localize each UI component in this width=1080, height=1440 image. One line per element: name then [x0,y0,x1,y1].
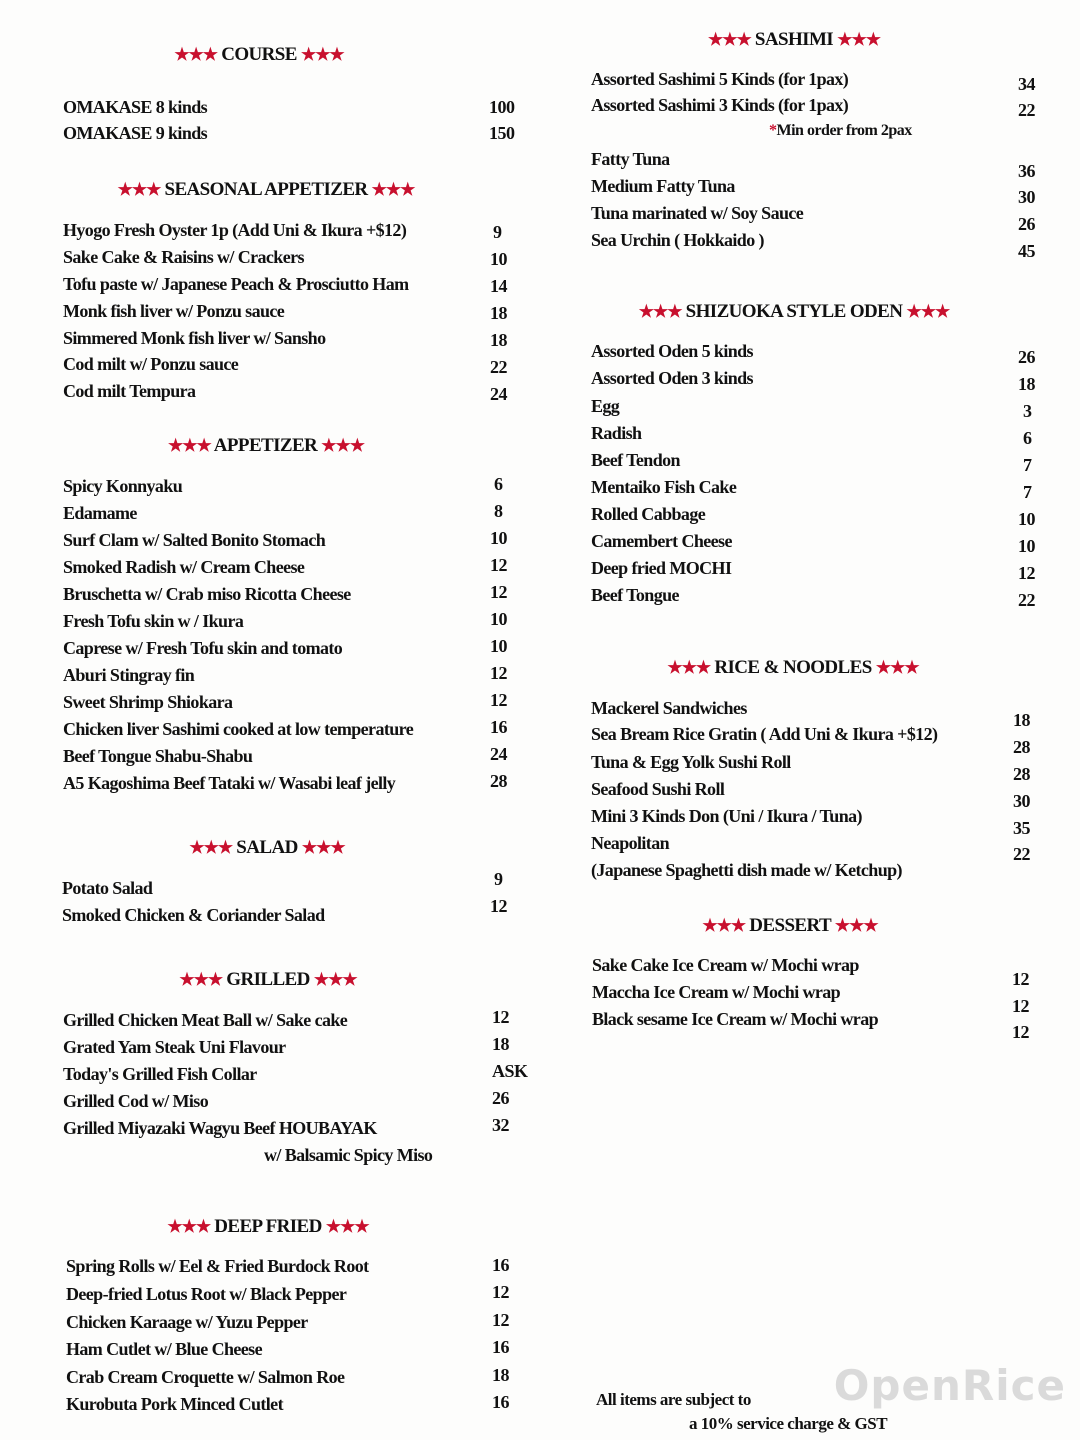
stars-icon: ★★★ [117,180,161,199]
menu-item-continued: w/ Balsamic Spicy Miso [264,1145,433,1165]
menu-item: Monk fish liver w/ Ponzu sauce [63,301,285,321]
menu-price: 28 [1013,737,1030,757]
stars-icon: ★★★ [300,45,344,64]
stars-icon: ★★★ [301,838,345,857]
menu-item: Caprese w/ Fresh Tofu skin and tomato [63,638,343,658]
seasonal-appetizer-heading [118,179,415,201]
menu-price: 22 [1013,844,1030,864]
stars-icon: ★★★ [702,916,746,935]
stars-icon: ★★★ [179,970,223,989]
menu-item: Smoked Chicken & Coriander Salad [62,905,325,925]
menu-price: 7 [1023,482,1032,502]
menu-price: 16 [490,717,507,737]
menu-item: Tuna & Egg Yolk Sushi Roll [591,752,791,772]
menu-item: Grilled Cod w/ Miso [63,1091,209,1111]
menu-item: Deep fried MOCHI [591,558,732,578]
min-order-note [769,122,912,140]
menu-item: Assorted Sashimi 3 Kinds (for 1pax) [591,95,849,115]
menu-item: Grilled Chicken Meat Ball w/ Sake cake [63,1010,348,1030]
menu-item: Beef Tendon [591,450,680,470]
menu-price: 22 [490,357,507,377]
stars-icon: ★★★ [834,916,878,935]
menu-price: 16 [492,1337,509,1357]
menu-price: 30 [1013,791,1030,811]
menu-price: 12 [1012,996,1029,1016]
menu-price: 9 [493,222,502,242]
menu-item: Chicken Karaage w/ Yuzu Pepper [66,1312,308,1332]
menu-item: Potato Salad [62,878,153,898]
sashimi-title: SASHIMI [754,29,834,50]
menu-price: 10 [490,609,507,629]
menu-item: A5 Kagoshima Beef Tataki w/ Wasabi leaf jelly [63,773,396,793]
menu-item: Grilled Miyazaki Wagyu Beef HOUBAYAK [63,1118,377,1138]
menu-price: 6 [494,474,503,494]
menu-price: 34 [1018,74,1035,94]
menu-item: Sake Cake & Raisins w/ Crackers [63,247,304,267]
stars-icon: ★★★ [325,1217,369,1236]
menu-price: 16 [492,1255,509,1275]
menu-item: Cod milt w/ Ponzu sauce [63,354,239,374]
menu-item: Radish [591,423,642,443]
rice-noodles-title: RICE & NOODLES [714,657,872,678]
menu-item: Egg [591,396,620,416]
rice-noodles-heading [667,657,918,679]
menu-item: Mentaiko Fish Cake [591,477,737,497]
menu-price: 10 [1018,536,1035,556]
stars-icon: ★★★ [189,838,233,857]
menu-item: Aburi Stingray fin [63,665,195,685]
service-charge-note-line1: All items are subject to [596,1390,751,1409]
menu-item: Chicken liver Sashimi cooked at low temperature [63,719,414,739]
menu-price: 12 [492,1310,509,1330]
menu-price: 12 [1018,563,1035,583]
stars-icon: ★★★ [167,1217,211,1236]
menu-price: 26 [1018,347,1035,367]
menu-price: 18 [490,303,507,323]
menu-price: 7 [1023,455,1032,475]
stars-icon: ★★★ [837,30,880,49]
menu-item: Today's Grilled Fish Collar [63,1064,257,1084]
deep-fried-title: DEEP FRIED [214,1216,322,1237]
stars-icon: ★★★ [708,30,751,49]
oden-heading [639,301,949,323]
menu-price: 12 [492,1282,509,1302]
seasonal-title: SEASONAL APPETIZER [164,179,368,200]
menu-item: Spicy Konnyaku [63,476,183,496]
menu-price: 3 [1023,401,1032,421]
oden-title: SHIZUOKA STYLE ODEN [685,301,903,322]
menu-price: 22 [1018,100,1035,120]
menu-item: Ham Cutlet w/ Blue Cheese [66,1339,262,1359]
menu-price: 18 [1013,710,1030,730]
menu-price: 12 [492,1007,509,1027]
menu-item: Sweet Shrimp Shiokara [63,692,233,712]
menu-price: 150 [489,123,515,143]
menu-item: Sea Bream Rice Gratin ( Add Uni & Ikura +$12) [591,724,938,744]
menu-price: 18 [492,1365,509,1385]
menu-price: 45 [1018,241,1035,261]
min-order-text: Min order from 2pax [776,122,912,139]
menu-item: Tuna marinated w/ Soy Sauce [591,203,804,223]
menu-item: Fresh Tofu skin w / Ikura [63,611,244,631]
menu-item: Grated Yam Steak Uni Flavour [63,1037,286,1057]
openrice-watermark-logo: OpenRice [833,1361,1066,1410]
grilled-title: GRILLED [226,969,310,990]
menu-price: 12 [490,690,507,710]
menu-price: 12 [490,582,507,602]
menu-item: OMAKASE 8 kinds [63,97,208,117]
appetizer-heading [168,435,364,457]
menu-price: 12 [490,663,507,683]
menu-price: 22 [1018,590,1035,610]
menu-item: Crab Cream Croquette w/ Salmon Roe [66,1367,345,1387]
menu-item: Surf Clam w/ Salted Bonito Stomach [63,530,326,550]
course-heading [174,44,343,66]
menu-price: 9 [494,869,503,889]
menu-item: Rolled Cabbage [591,504,706,524]
menu-item: Maccha Ice Cream w/ Mochi wrap [592,982,841,1002]
menu-item: Assorted Oden 5 kinds [591,341,753,361]
appetizer-title: APPETIZER [213,435,318,456]
menu-price: 18 [492,1034,509,1054]
menu-item: Sake Cake Ice Cream w/ Mochi wrap [592,955,859,975]
menu-price: 16 [492,1392,509,1412]
menu-price: 10 [490,636,507,656]
asterisk-icon: * [769,122,777,139]
menu-price: ASK [492,1061,528,1081]
menu-price: 26 [1018,214,1035,234]
menu-item: Hyogo Fresh Oyster 1p (Add Uni & Ikura +$12) [63,220,407,240]
menu-price: 100 [489,97,515,117]
menu-price: 14 [490,276,507,296]
menu-price: 28 [490,771,507,791]
menu-item: Seafood Sushi Roll [591,779,725,799]
stars-icon: ★★★ [174,45,218,64]
menu-price: 12 [1012,1022,1029,1042]
menu-item: Mini 3 Kinds Don (Uni / Ikura / Tuna) [591,806,862,826]
menu-price: 24 [490,744,507,764]
course-title: COURSE [221,44,297,65]
menu-item: Black sesame Ice Cream w/ Mochi wrap [592,1009,879,1029]
grilled-heading [179,969,356,991]
menu-item: Simmered Monk fish liver w/ Sansho [63,328,326,348]
menu-item: Kurobuta Pork Minced Cutlet [66,1394,283,1414]
dessert-heading [702,915,877,937]
stars-icon: ★★★ [167,436,211,455]
sashimi-heading [708,29,880,51]
deep-fried-heading [167,1216,368,1238]
menu-item: Cod milt Tempura [63,381,196,401]
stars-icon: ★★★ [321,436,365,455]
stars-icon: ★★★ [313,970,357,989]
menu-item: Spring Rolls w/ Eel & Fried Burdock Root [66,1256,369,1276]
menu-price: 18 [1018,374,1035,394]
stars-icon: ★★★ [906,302,950,321]
menu-price: 12 [490,555,507,575]
menu-item: Neapolitan [591,833,670,853]
menu-item: Fatty Tuna [591,149,670,169]
dessert-title: DESSERT [749,915,831,936]
menu-price: 18 [490,330,507,350]
salad-heading [189,837,344,859]
menu-price: 32 [492,1115,509,1135]
menu-item-description: (Japanese Spaghetti dish made w/ Ketchup) [591,860,902,880]
menu-item: Sea Urchin ( Hokkaido ) [591,230,764,250]
stars-icon: ★★★ [667,658,711,677]
stars-icon: ★★★ [875,658,919,677]
menu-item: Assorted Oden 3 kinds [591,368,753,388]
menu-price: 26 [492,1088,509,1108]
service-charge-note-line2: a 10% service charge & GST [689,1414,888,1433]
menu-item: Deep-fried Lotus Root w/ Black Pepper [66,1284,347,1304]
menu-price: 36 [1018,161,1035,181]
menu-item: Smoked Radish w/ Cream Cheese [63,557,305,577]
salad-title: SALAD [236,837,298,858]
menu-item: Beef Tongue Shabu-Shabu [63,746,253,766]
menu-price: 12 [490,896,507,916]
menu-item: Assorted Sashimi 5 Kinds (for 1pax) [591,69,849,89]
menu-item: Medium Fatty Tuna [591,176,735,196]
menu-price: 10 [490,249,507,269]
menu-price: 10 [1018,509,1035,529]
menu-item: Camembert Cheese [591,531,732,551]
menu-item: Tofu paste w/ Japanese Peach & Prosciutto Ham [63,274,409,294]
menu-item: Beef Tongue [591,585,679,605]
menu-price: 28 [1013,764,1030,784]
menu-price: 35 [1013,818,1030,838]
menu-price: 12 [1012,969,1029,989]
menu-price: 24 [490,384,507,404]
menu-price: 8 [494,501,503,521]
stars-icon: ★★★ [371,180,415,199]
menu-item: OMAKASE 9 kinds [63,123,208,143]
menu-item: Edamame [63,503,137,523]
menu-item: Mackerel Sandwiches [591,698,747,718]
menu-price: 6 [1023,428,1032,448]
menu-price: 30 [1018,187,1035,207]
stars-icon: ★★★ [638,302,682,321]
menu-price: 10 [490,528,507,548]
menu-item: Bruschetta w/ Crab miso Ricotta Cheese [63,584,351,604]
